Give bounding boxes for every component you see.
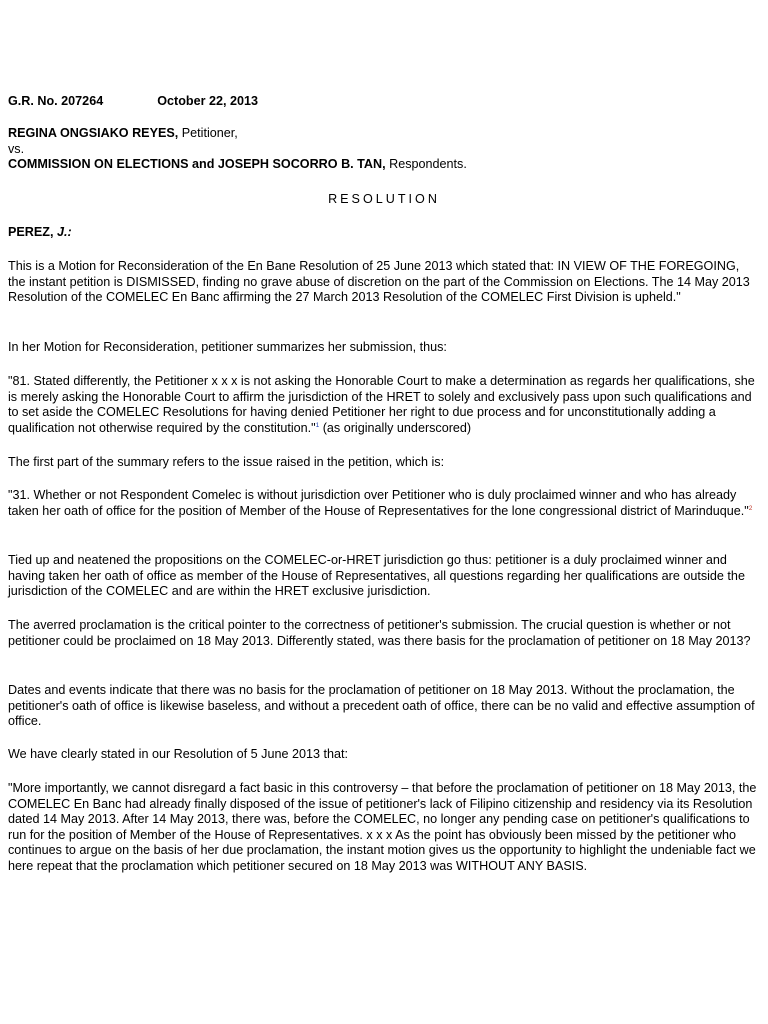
- paragraph-3: [8, 374, 760, 436]
- paragraph-6: Tied up and neatened the propositions on the COMELEC-or-HRET jurisdiction go thus: petitioner is a duly proclaimed winner and having taken her oath of office as member of the House of Representatives, all questions regarding her qualifications are outside the jurisdiction of the COMELEC and are within the HRET exclusive jurisdiction.: [8, 553, 745, 598]
- paragraph-5: [8, 488, 760, 519]
- footnote-1-link[interactable]: 1: [315, 421, 320, 429]
- paragraph-2: In her Motion for Reconsideration, petitioner summarizes her submission, thus:: [8, 340, 447, 354]
- petitioner-line: [8, 126, 760, 142]
- parties-block: [8, 126, 760, 173]
- paragraph-10: "More importantly, we cannot disregard a fact basic in this controversy – that before the proclamation of petitioner on 18 May 2013, the COMELEC En Banc had already finally disposed of the issue of petitioner's lack of Filipino citizenship and residency via its Resolution dated 14 May 2013. After 14 May 2013, there was, before the COMELEC, no longer any pending case on petitioner's qualifications to run for the position of Member of the House of Representatives. x x x As the point has obviously been missed by the petitioner who continues to argue on the basis of her due proclamation, the instant motion gives us the opportunity to highlight the undeniable fact we here repeat that the proclamation which petitioner secured on 18 May 2013 was WITHOUT ANY BASIS.: [8, 781, 757, 873]
- footnote-2-link[interactable]: 2: [748, 504, 753, 512]
- petitioner-role: Petitioner,: [181, 126, 238, 140]
- quote-81: "81. Stated differently, the Petitioner x x x is not asking the Honorable Court to make a determination as regards her qualifications, she is merely asking the Honorable Court to affirm the jurisdiction of the HRET to solely and exclusively pass upon such qualifications and to set aside the COMELEC Resolutions for having denied Petitioner her right to due process and for unconstitutionally adding a qualification not otherwise required by the constitution.": [8, 374, 755, 435]
- paragraph-8: Dates and events indicate that there was no basis for the proclamation of petitioner on 18 May 2013. Without the proclamation, the petitioner's oath of office is likewise baseless, and without a precedent oath of office, there can be no valid and effective assumption of office.: [8, 683, 755, 728]
- paragraph-9: We have clearly stated in our Resolution of 5 June 2013 that:: [8, 747, 349, 761]
- gr-number: G.R. No. 207264: [8, 94, 104, 108]
- underscore-note: (as originally underscored): [322, 420, 472, 435]
- case-header: [8, 94, 760, 110]
- ponente-suffix: J.:: [57, 225, 72, 239]
- ponente: [8, 225, 760, 241]
- petitioner-name: REGINA ONGSIAKO REYES,: [8, 126, 179, 140]
- respondents-name: COMMISSION ON ELECTIONS and JOSEPH SOCORRO B. TAN,: [8, 157, 386, 171]
- respondents-line: [8, 157, 760, 173]
- paragraph-4: The first part of the summary refers to the issue raised in the petition, which is:: [8, 455, 445, 469]
- versus: vs.: [8, 141, 25, 156]
- decision-date: October 22, 2013: [157, 94, 259, 108]
- respondents-role: Respondents.: [389, 157, 467, 171]
- document-title: RESOLUTION: [328, 192, 440, 206]
- quote-31: "31. Whether or not Respondent Comelec is without jurisdiction over Petitioner who is duly proclaimed winner and who has already taken her oath of office for the position of Member of the House of Representatives for the lone congressional district of Marinduque.": [8, 488, 749, 518]
- paragraph-7: The averred proclamation is the critical pointer to the correctness of petitioner's submission. The crucial question is whether or not petitioner could be proclaimed on 18 May 2013. Differently stated, was there basis for the proclamation of petitioner on 18 May 2013?: [8, 618, 751, 648]
- paragraph-1: This is a Motion for Reconsideration of the En Bane Resolution of 25 June 2013 which stated that: IN VIEW OF THE FOREGOING, the instant petition is DISMISSED, finding no grave abuse of discretion on the part of the Commission on Elections. The 14 May 2013 Resolution of the COMELEC En Banc affirming the 27 March 2013 Resolution of the COMELEC First Division is upheld.": [8, 259, 750, 304]
- ponente-name: PEREZ,: [8, 225, 54, 239]
